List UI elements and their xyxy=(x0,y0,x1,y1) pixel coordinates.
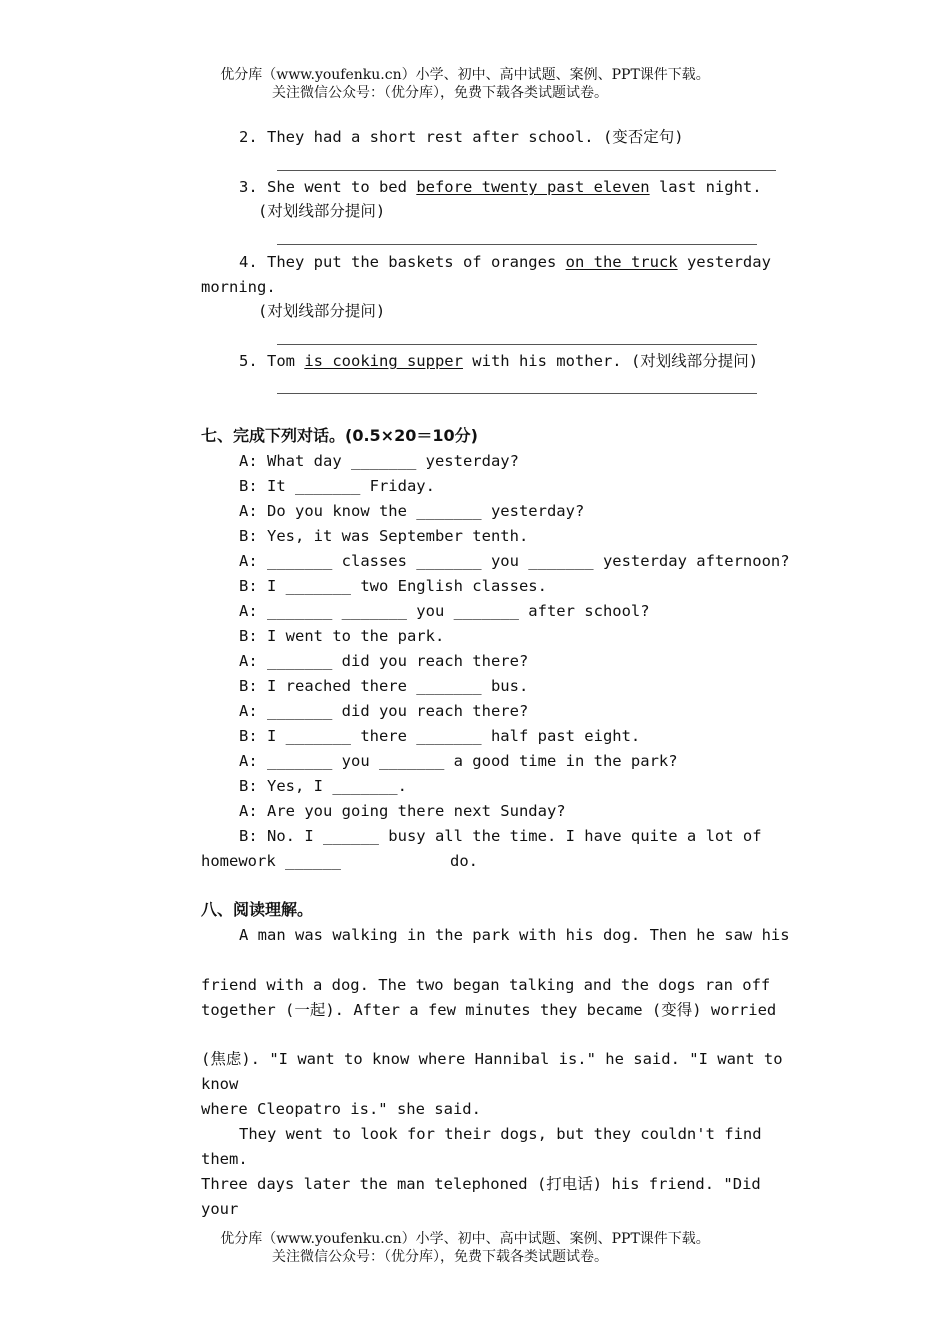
q5-text-end: with his mother. (对划线部分提问) xyxy=(462,352,759,370)
page-footer xyxy=(0,1230,950,1266)
dialogue-line: A: _______ classes _______ you _______ yesterday afternoon? xyxy=(239,552,790,570)
dialogue-line: A: _______ did you reach there? xyxy=(239,702,529,720)
reading-line: They went to look for their dogs, but they couldn't find xyxy=(239,1125,762,1143)
footer-line-1: 优分库（www.youfenku.cn）小学、初中、高中试题、案例、PPT课件下载。 xyxy=(220,1231,710,1247)
q4-continuation: morning. xyxy=(201,278,276,296)
reading-line: your xyxy=(201,1200,239,1218)
dialogue-line: B: I went to the park. xyxy=(239,627,445,645)
q3-text: 3. She went to bed xyxy=(239,178,417,196)
dialogue-line: A: What day _______ yesterday? xyxy=(239,452,519,470)
dialogue-line: B: I _______ two English classes. xyxy=(239,577,547,595)
dialogue-line: A: _______ _______ you _______ after school? xyxy=(239,602,650,620)
dialogue-line: B: Yes, it was September tenth. xyxy=(239,527,529,545)
dialogue-line: B: Yes, I _______. xyxy=(239,777,407,795)
reading-line: know xyxy=(201,1075,239,1093)
dialogue-line: A: Do you know the _______ yesterday? xyxy=(239,502,585,520)
question-4 xyxy=(239,252,771,272)
header-line-1: 优分库（www.youfenku.cn）小学、初中、高中试题、案例、PPT课件下载。 xyxy=(220,67,710,83)
reading-line: where Cleopatro is." she said. xyxy=(201,1100,481,1118)
dialogue-line: B: No. I ______ busy all the time. I have quite a lot of xyxy=(239,827,762,845)
header-line-2: 关注微信公众号：（优分库），免费下载各类试题试卷。 xyxy=(272,85,608,101)
dialogue-line: B: I reached there _______ bus. xyxy=(239,677,529,695)
q5-underlined: is cooking supper xyxy=(304,352,463,370)
reading-line: them. xyxy=(201,1150,248,1168)
question-2: 2. They had a short rest after school. (变否定句) xyxy=(239,128,684,146)
dialogue-line: B: I _______ there _______ half past eight. xyxy=(239,727,641,745)
page-header xyxy=(0,66,950,102)
q3-underlined: before twenty past eleven xyxy=(416,178,650,196)
question-3 xyxy=(239,177,762,197)
reading-line: (焦虑). "I want to know where Hannibal is." he said. "I want to xyxy=(201,1050,783,1068)
dialogue-line: A: Are you going there next Sunday? xyxy=(239,802,566,820)
question-5 xyxy=(239,351,758,371)
answer-line-2 xyxy=(277,170,776,171)
footer-line-2: 关注微信公众号：（优分库），免费下载各类试题试卷。 xyxy=(272,1249,608,1265)
section-7-title: 七、完成下列对话。(0.5×20＝10分) xyxy=(201,426,478,445)
dialogue-continuation-end: do. xyxy=(450,852,478,870)
answer-line-5 xyxy=(277,393,757,394)
reading-line: friend with a dog. The two began talking and the dogs ran off xyxy=(201,976,771,994)
q3-instruction: (对划线部分提问) xyxy=(258,202,386,220)
reading-line: together (一起). After a few minutes they became (变得) worried xyxy=(201,1001,777,1019)
dialogue-continuation: homework ______ xyxy=(201,852,341,870)
reading-line: Three days later the man telephoned (打电话) his friend. "Did xyxy=(201,1175,761,1193)
dialogue-line: B: It _______ Friday. xyxy=(239,477,435,495)
reading-line: A man was walking in the park with his dog. Then he saw his xyxy=(239,926,790,944)
dialogue-line: A: _______ did you reach there? xyxy=(239,652,529,670)
q4-underlined: on the truck xyxy=(565,253,678,271)
q4-text-end: yesterday xyxy=(677,253,771,271)
section-8-title: 八、阅读理解。 xyxy=(201,900,314,919)
q5-text: 5. Tom xyxy=(239,352,305,370)
answer-line-4 xyxy=(277,344,757,345)
answer-line-3 xyxy=(277,244,757,245)
q3-text-end: last night. xyxy=(649,178,762,196)
q4-instruction: (对划线部分提问) xyxy=(258,302,386,320)
dialogue-line: A: _______ you _______ a good time in the park? xyxy=(239,752,678,770)
q4-text: 4. They put the baskets of oranges xyxy=(239,253,566,271)
